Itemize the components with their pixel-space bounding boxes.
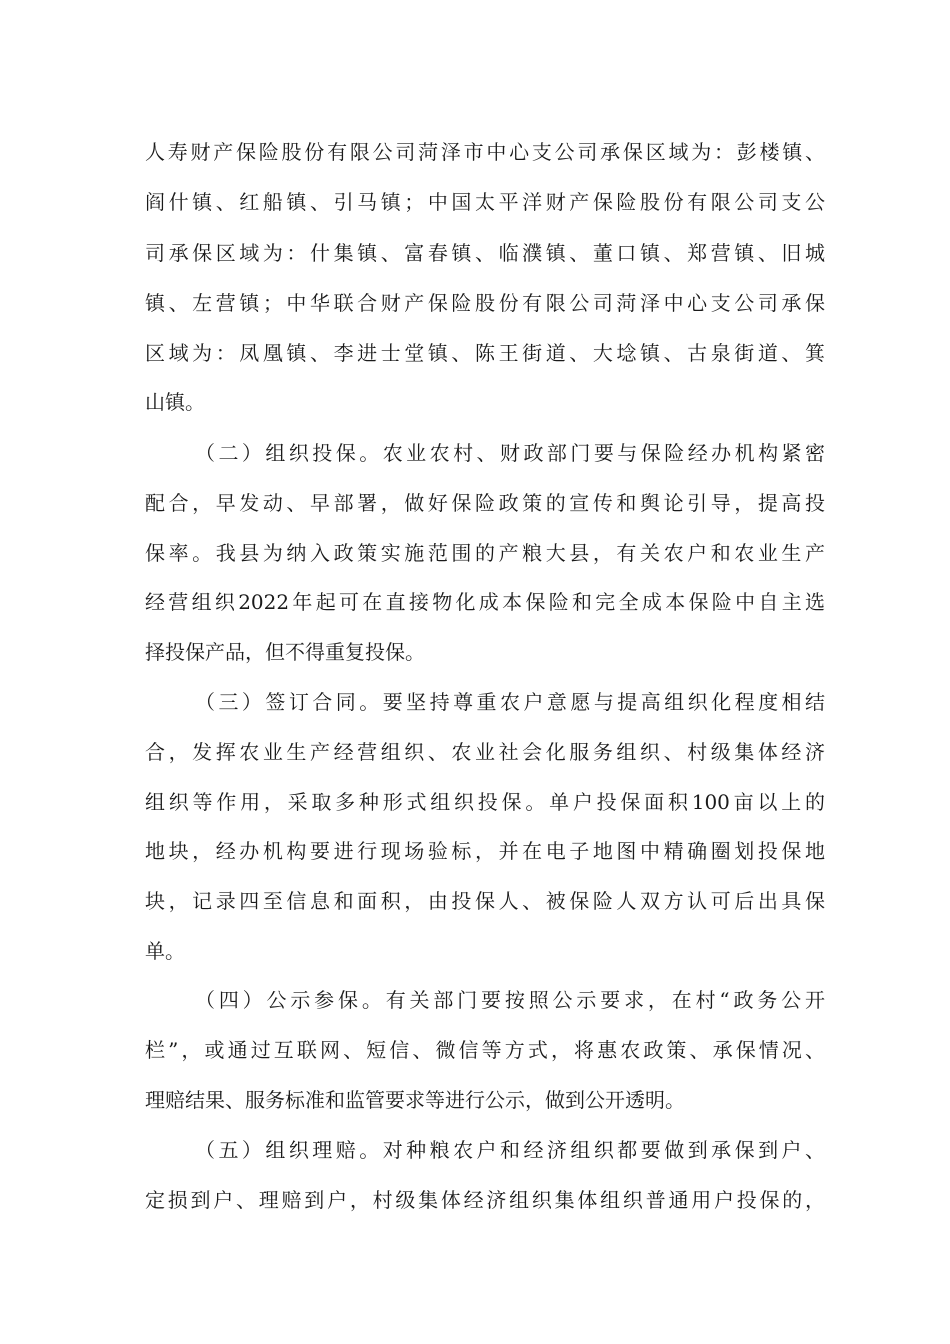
paragraph-line: 区域为：凤凰镇、李进士堂镇、陈王街道、大埝镇、古泉街道、箕 [145, 341, 825, 365]
paragraph-line: 地块，经办机构要进行现场验标，并在电子地图中精确圈划投保地 [145, 839, 825, 863]
section-heading-line: （四）公示参保。有关部门要按照公示要求，在村“政务公开 [195, 988, 825, 1012]
paragraph-line: 栏”，或通过互联网、短信、微信等方式，将惠农政策、承保情况、 [145, 1038, 825, 1062]
paragraph-line: 司承保区域为：什集镇、富春镇、临濮镇、董口镇、郑营镇、旧城 [145, 241, 825, 265]
paragraph-line: 保率。我县为纳入政策实施范围的产粮大县，有关农户和农业生产 [145, 541, 825, 565]
section-heading-line: （二）组织投保。农业农村、财政部门要与保险经办机构紧密 [195, 441, 825, 465]
paragraph-line: 块，记录四至信息和面积，由投保人、被保险人双方认可后出具保 [145, 889, 825, 913]
paragraph-line: 定损到户、理赔到户，村级集体经济组织集体组织普通用户投保的， [145, 1188, 825, 1212]
paragraph-line: 单。 [145, 939, 185, 963]
paragraph-line: 合，发挥农业生产经营组织、农业社会化服务组织、村级集体经济 [145, 740, 825, 764]
paragraph-line: 山镇。 [145, 390, 205, 414]
paragraph-line: 人寿财产保险股份有限公司菏泽市中心支公司承保区域为：彭楼镇、 [145, 140, 825, 164]
paragraph-line: 理赔结果、服务标准和监管要求等进行公示，做到公开透明。 [145, 1088, 685, 1112]
paragraph-line: 组织等作用，采取多种形式组织投保。单户投保面积100亩以上的 [145, 790, 825, 814]
section-heading-line: （五）组织理赔。对种粮农户和经济组织都要做到承保到户、 [195, 1138, 825, 1162]
paragraph-line: 阎什镇、红船镇、引马镇；中国太平洋财产保险股份有限公司支公 [145, 190, 825, 214]
paragraph-line: 择投保产品，但不得重复投保。 [145, 640, 425, 664]
paragraph-line: 经营组织2022年起可在直接物化成本保险和完全成本保险中自主选 [145, 590, 825, 614]
paragraph-line: 配合，早发动、早部署，做好保险政策的宣传和舆论引导，提高投 [145, 491, 825, 515]
section-heading-line: （三）签订合同。要坚持尊重农户意愿与提高组织化程度相结 [195, 690, 825, 714]
paragraph-line: 镇、左营镇；中华联合财产保险股份有限公司菏泽中心支公司承保 [145, 291, 825, 315]
